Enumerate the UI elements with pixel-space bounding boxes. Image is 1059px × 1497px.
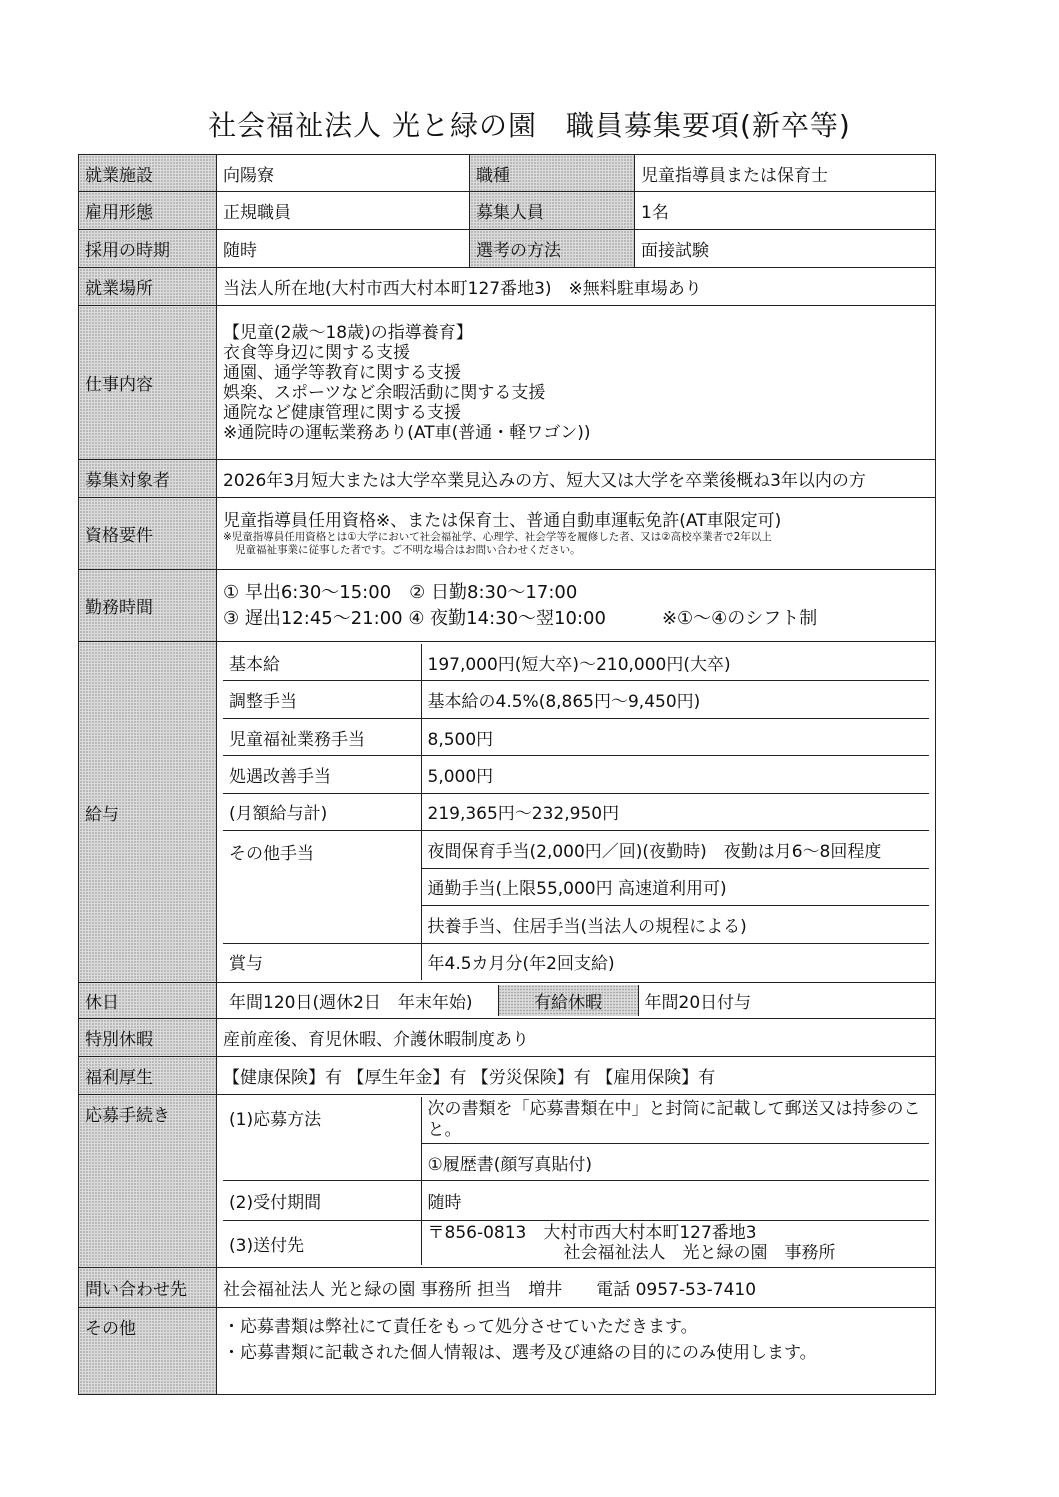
required-document: ①履歴書(顔写真貼付) (421, 1144, 929, 1181)
period-value: 随時 (421, 1181, 929, 1221)
row-target (79, 460, 936, 498)
hours-value (217, 570, 936, 642)
period-label: (2)受付期間 (223, 1181, 421, 1221)
facility-label: 就業施設 (79, 155, 217, 192)
qualifications-note: ※児童指導員任用資格とは①大学において社会福祉学、心理学、社会学等を履修した者、又は②高校卒業者で2年以上 (223, 530, 772, 543)
salary-row (223, 793, 929, 830)
adjust-label: 調整手当 (223, 681, 421, 718)
employment-value: 正規職員 (217, 192, 470, 230)
qualifications-note: 児童福祉事業に従事した者です。ご不明な場合はお問い合わせください。 (235, 543, 581, 556)
selection-value: 面接試験 (635, 230, 936, 268)
row-workplace (79, 268, 936, 306)
row-salary (79, 642, 936, 983)
application-row (223, 1097, 929, 1144)
openings-label: 募集人員 (470, 192, 635, 230)
paid-leave-value: 年間20日付与 (638, 985, 929, 1016)
row-benefits (79, 1057, 936, 1095)
workplace-label: 就業場所 (79, 268, 217, 306)
contact-value: 社会福祉法人 光と緑の園 事務所 担当 増井 電話 0957-53-7410 (217, 1268, 936, 1308)
workplace-value: 当法人所在地(大村市西大村本町127番地3) ※無料駐車場あり (217, 268, 936, 306)
hours-line (223, 606, 929, 632)
job-content-value (217, 306, 936, 460)
salary-row (223, 644, 929, 681)
other-line: ・応募書類は弊社にて責任をもって処分させていただきます。 (223, 1317, 698, 1337)
row-job-content (79, 306, 936, 460)
special-leave-label: 特別休暇 (79, 1019, 217, 1057)
salary-row (223, 943, 929, 980)
salary-row (223, 681, 929, 718)
qualifications-value (217, 498, 936, 570)
contact-label: 問い合わせ先 (79, 1268, 217, 1308)
job-content-line: 娯楽、スポーツなど余暇活動に関する支援 (223, 382, 546, 403)
row-special-leave (79, 1019, 936, 1057)
monthly-total-value: 219,365円～232,950円 (421, 793, 929, 830)
salary-subtable (223, 644, 929, 980)
row-application (79, 1095, 936, 1268)
salary-label: 給与 (79, 642, 217, 983)
other-value (217, 1308, 936, 1395)
row-qualifications (79, 498, 936, 570)
hiring-time-value: 随時 (217, 230, 470, 268)
other-allowance-item: 扶養手当、住居手当(当法人の規程による) (421, 906, 929, 943)
application-row (223, 1181, 929, 1221)
employment-label: 雇用形態 (79, 192, 217, 230)
welfare-allowance-value: 8,500円 (421, 718, 929, 755)
job-content-line: 【児童(2歳～18歳)の指導養育】 (223, 322, 473, 343)
hiring-time-label: 採用の時期 (79, 230, 217, 268)
job-content-line: 通園、通学等教育に関する支援 (223, 362, 461, 383)
recruitment-table (78, 154, 936, 1395)
row-contact (79, 1268, 936, 1308)
bonus-label: 賞与 (223, 943, 421, 980)
row-hiring (79, 230, 936, 268)
bonus-value: 年4.5カ月分(年2回支給) (421, 943, 929, 980)
method-label: (1)応募方法 (223, 1097, 421, 1181)
holidays-details (217, 983, 936, 1019)
improve-allowance-value: 5,000円 (421, 756, 929, 793)
base-pay-value: 197,000円(短大卒)～210,000円(大卒) (421, 644, 929, 681)
other-allowance-item: 通勤手当(上限55,000円 高速道利用可) (421, 868, 929, 905)
hours-line-text: ③ 遅出12:45～21:00 ④ 夜勤14:30～翌10:00 (223, 607, 606, 629)
destination-value (421, 1221, 929, 1266)
hours-label: 勤務時間 (79, 570, 217, 642)
improve-allowance-label: 処遇改善手当 (223, 756, 421, 793)
salary-row (223, 718, 929, 755)
hours-line: ① 早出6:30～15:00 ② 日勤8:30～17:00 (223, 581, 578, 603)
qualifications-main: 児童指導員任用資格※、または保育士、普通自動車運転免許(AT車限定可) (223, 510, 782, 531)
job-content-line: 通院など健康管理に関する支援 (223, 402, 461, 423)
selection-label: 選考の方法 (470, 230, 635, 268)
holidays-subtable (223, 985, 929, 1016)
benefits-value: 【健康保険】有 【厚生年金】有 【労災保険】有 【雇用保険】有 (217, 1057, 936, 1095)
salary-details (217, 642, 936, 983)
salary-row (223, 831, 929, 868)
method-value: 次の書類を「応募書類在中」と封筒に記載して郵送又は持参のこと。 (421, 1097, 929, 1144)
monthly-total-label: (月額給与計) (223, 793, 421, 830)
row-other (79, 1308, 936, 1395)
welfare-allowance-label: 児童福祉業務手当 (223, 718, 421, 755)
target-value: 2026年3月短大または大学卒業見込みの方、短大又は大学を卒業後概ね3年以内の方 (217, 460, 936, 498)
application-details (217, 1095, 936, 1268)
salary-row (223, 756, 929, 793)
row-holidays (79, 983, 936, 1019)
openings-value: 1名 (635, 192, 936, 230)
row-employment (79, 192, 936, 230)
holidays-value: 年間120日(週休2日 年末年始) (223, 985, 498, 1016)
destination-label: (3)送付先 (223, 1221, 421, 1266)
application-row (223, 1221, 929, 1266)
holidays-label: 休日 (79, 983, 217, 1019)
row-facility (79, 155, 936, 192)
holidays-row (223, 985, 929, 1016)
shift-note: ※①～④のシフト制 (661, 607, 818, 629)
other-label: その他 (79, 1308, 217, 1395)
application-subtable (223, 1097, 929, 1265)
adjust-value: 基本給の4.5%(8,865円～9,450円) (421, 681, 929, 718)
facility-value: 向陽寮 (217, 155, 470, 192)
page-title: 社会福祉法人 光と緑の園 職員募集要項(新卒等) (208, 109, 851, 142)
other-line: ・応募書類に記載された個人情報は、選考及び連絡の目的にのみ使用します。 (223, 1343, 817, 1363)
job-type-label: 職種 (470, 155, 635, 192)
qualifications-label: 資格要件 (79, 498, 217, 570)
application-label: 応募手続き (79, 1095, 217, 1268)
row-hours (79, 570, 936, 642)
job-type-value: 児童指導員または保育士 (635, 155, 936, 192)
other-allowance-label: その他手当 (223, 831, 421, 943)
destination-address: 〒856-0813 大村市西大村本町127番地3 (427, 1223, 757, 1243)
job-content-line: ※通院時の運転業務あり(AT車(普通・軽ワゴン)) (223, 422, 591, 443)
benefits-label: 福利厚生 (79, 1057, 217, 1095)
job-content-label: 仕事内容 (79, 306, 217, 460)
other-allowance-item: 夜間保育手当(2,000円／回)(夜勤時) 夜勤は月6～8回程度 (421, 831, 929, 868)
special-leave-value: 産前産後、育児休暇、介護休暇制度あり (217, 1019, 936, 1057)
destination-office: 社会福祉法人 光と緑の園 事務所 (563, 1243, 836, 1263)
base-pay-label: 基本給 (223, 644, 421, 681)
job-content-line: 衣食等身辺に関する支援 (223, 342, 410, 363)
paid-leave-label: 有給休暇 (498, 985, 638, 1016)
target-label: 募集対象者 (79, 460, 217, 498)
